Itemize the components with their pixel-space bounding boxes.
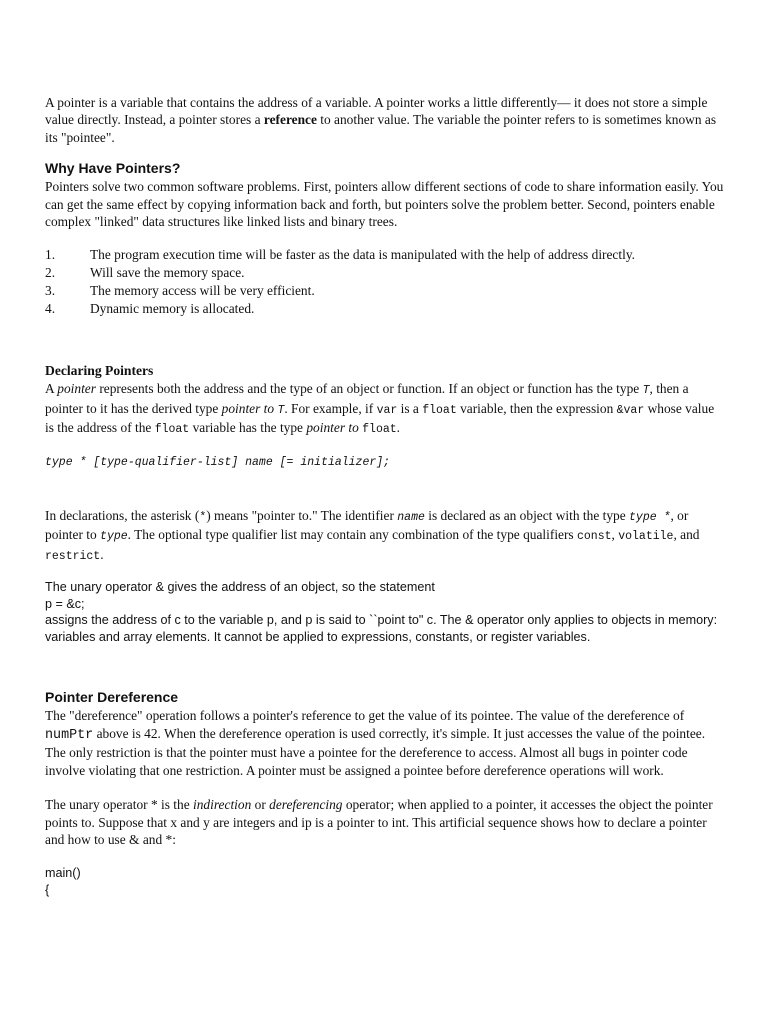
code-type: type (100, 530, 128, 544)
code-numPtr: numPtr (45, 727, 94, 743)
code-volatile: volatile (618, 530, 674, 544)
list-item (45, 300, 725, 318)
intro-paragraph (45, 94, 725, 146)
text-run: variable, then the expression (456, 400, 617, 416)
list-item (45, 282, 725, 300)
list-item-text: Dynamic memory is allocated. (90, 300, 255, 316)
italic-dereferencing: dereferencing (269, 797, 343, 813)
code-snippet (45, 865, 725, 898)
code-line: main() (45, 866, 81, 881)
code-const: const (577, 530, 612, 544)
pointer-dereference-heading: Pointer Dereference (45, 689, 179, 706)
list-item (45, 264, 725, 282)
code-restrict: restrict (45, 549, 101, 563)
list-item-text: The memory access will be very efficient. (90, 282, 315, 298)
text-run: , then a pointer to it has the derived type (45, 381, 689, 416)
code-line: { (45, 882, 50, 897)
text-run: is declared as an object with the type (424, 507, 630, 523)
list-item (45, 246, 725, 264)
address-operator-line-3: assigns the address of c to the variable p, and p is said to ``point to" c. The & operator only applies to objects in memory: variables and array elements. It cannot be applied to expressions, constants, or register variables. (45, 613, 718, 644)
italic-indirection: indirection (193, 797, 252, 813)
text-run: The "dereference" operation follows a pointer's reference to get the value of its pointee. The value of the dereference of (45, 708, 685, 724)
dereference-paragraph-2 (45, 796, 725, 848)
text-run: . (100, 546, 104, 562)
text-run: is the (157, 797, 194, 813)
text-run: . (396, 420, 401, 436)
intro-bold-reference: reference (263, 112, 317, 128)
text-run: whose value is the address of the (45, 400, 715, 436)
list-item-text: Will save the memory space. (90, 265, 245, 281)
why-pointers-heading: Why Have Pointers? (45, 160, 181, 177)
code-T: T (277, 403, 285, 417)
text-run: above is 42. When the dereference operation is used correctly, it's simple. It just accesses the value of the pointee. The only restriction is that the pointer must have a pointee for the dereference to access. Almost all bugs in pointer code involve violating that one restriction. A pointer must be assigned a pointee before dereference operations will work. (45, 725, 706, 778)
text-run: , or pointer to (45, 507, 689, 543)
italic-pointer-to: pointer to (306, 420, 363, 436)
code-name: name (397, 510, 425, 524)
code-float: float (422, 403, 457, 417)
text-run: In declarations, the asterisk ( (45, 507, 200, 523)
document-page (45, 94, 725, 899)
code-asterisk: * (199, 510, 207, 524)
declaring-paragraph-1 (45, 380, 725, 438)
text-run: operator; when applied to a pointer, it accesses the object the pointer points to. Suppose that x and y are integers and ip is a pointer to int. This artificial sequence shows how to declare a pointer and how to use & and *: (45, 797, 713, 847)
declaration-syntax: type * [type-qualifier-list] name [= initializer]; (45, 456, 391, 470)
list-item-number: 3. (45, 282, 56, 298)
list-item-number: 2. (45, 265, 56, 281)
text-run: , (611, 527, 619, 543)
text-run: A (45, 381, 58, 397)
declaring-pointers-heading: Declaring Pointers (45, 363, 154, 379)
dereference-paragraph-1 (45, 707, 725, 779)
code-float: float (362, 423, 397, 437)
intro-text-1: A pointer is a variable that contains the address of a variable. A pointer works a little differently— it does not store a simple value directly. Instead, a pointer stores a (45, 95, 708, 128)
address-operator-line-1: The unary operator & gives the address of an object, so the statement (45, 580, 435, 595)
list-item-text: The program execution time will be faster as the data is manipulated with the help of address directly. (90, 247, 635, 263)
text-run: , and (673, 527, 700, 543)
address-operator-paragraph (45, 579, 725, 645)
text-run: or (251, 797, 270, 813)
address-operator-statement: p = &c; (45, 596, 85, 611)
benefits-list (45, 246, 725, 317)
intro-text-2: to another value. The variable the pointer refers to is sometimes known as its "pointee". (45, 112, 717, 145)
declaring-paragraph-2 (45, 507, 725, 565)
text-run: represents both the address and the type of an object or function. If an object or function has the type (95, 381, 643, 397)
code-T: T (642, 384, 650, 398)
text-run: is a (397, 400, 423, 416)
code-amp-var: &var (616, 403, 645, 417)
text-run: ) means "pointer to." The identifier (206, 507, 398, 523)
code-type-star: type * (629, 510, 671, 524)
text-run: variable has the type (189, 420, 307, 436)
asterisk: * (150, 797, 158, 813)
text-run: . The optional type qualifier list may contain any combination of the type qualifiers (127, 527, 577, 543)
code-float: float (154, 423, 190, 437)
why-pointers-paragraph: Pointers solve two common software problems. First, pointers allow different sections of code to share information easily. You can get the same effect by copying information back and forth, but pointers solve the problem better. Second, pointers enable complex "linked" data structures like linked lists and binary trees. (45, 179, 724, 230)
italic-pointer-to: pointer to (221, 400, 278, 416)
list-item-number: 1. (45, 247, 56, 263)
code-var: var (376, 403, 398, 417)
text-run: The unary operator (45, 797, 151, 813)
text-run: . For example, if (284, 400, 377, 416)
italic-pointer: pointer (57, 381, 96, 397)
list-item-number: 4. (45, 300, 56, 316)
